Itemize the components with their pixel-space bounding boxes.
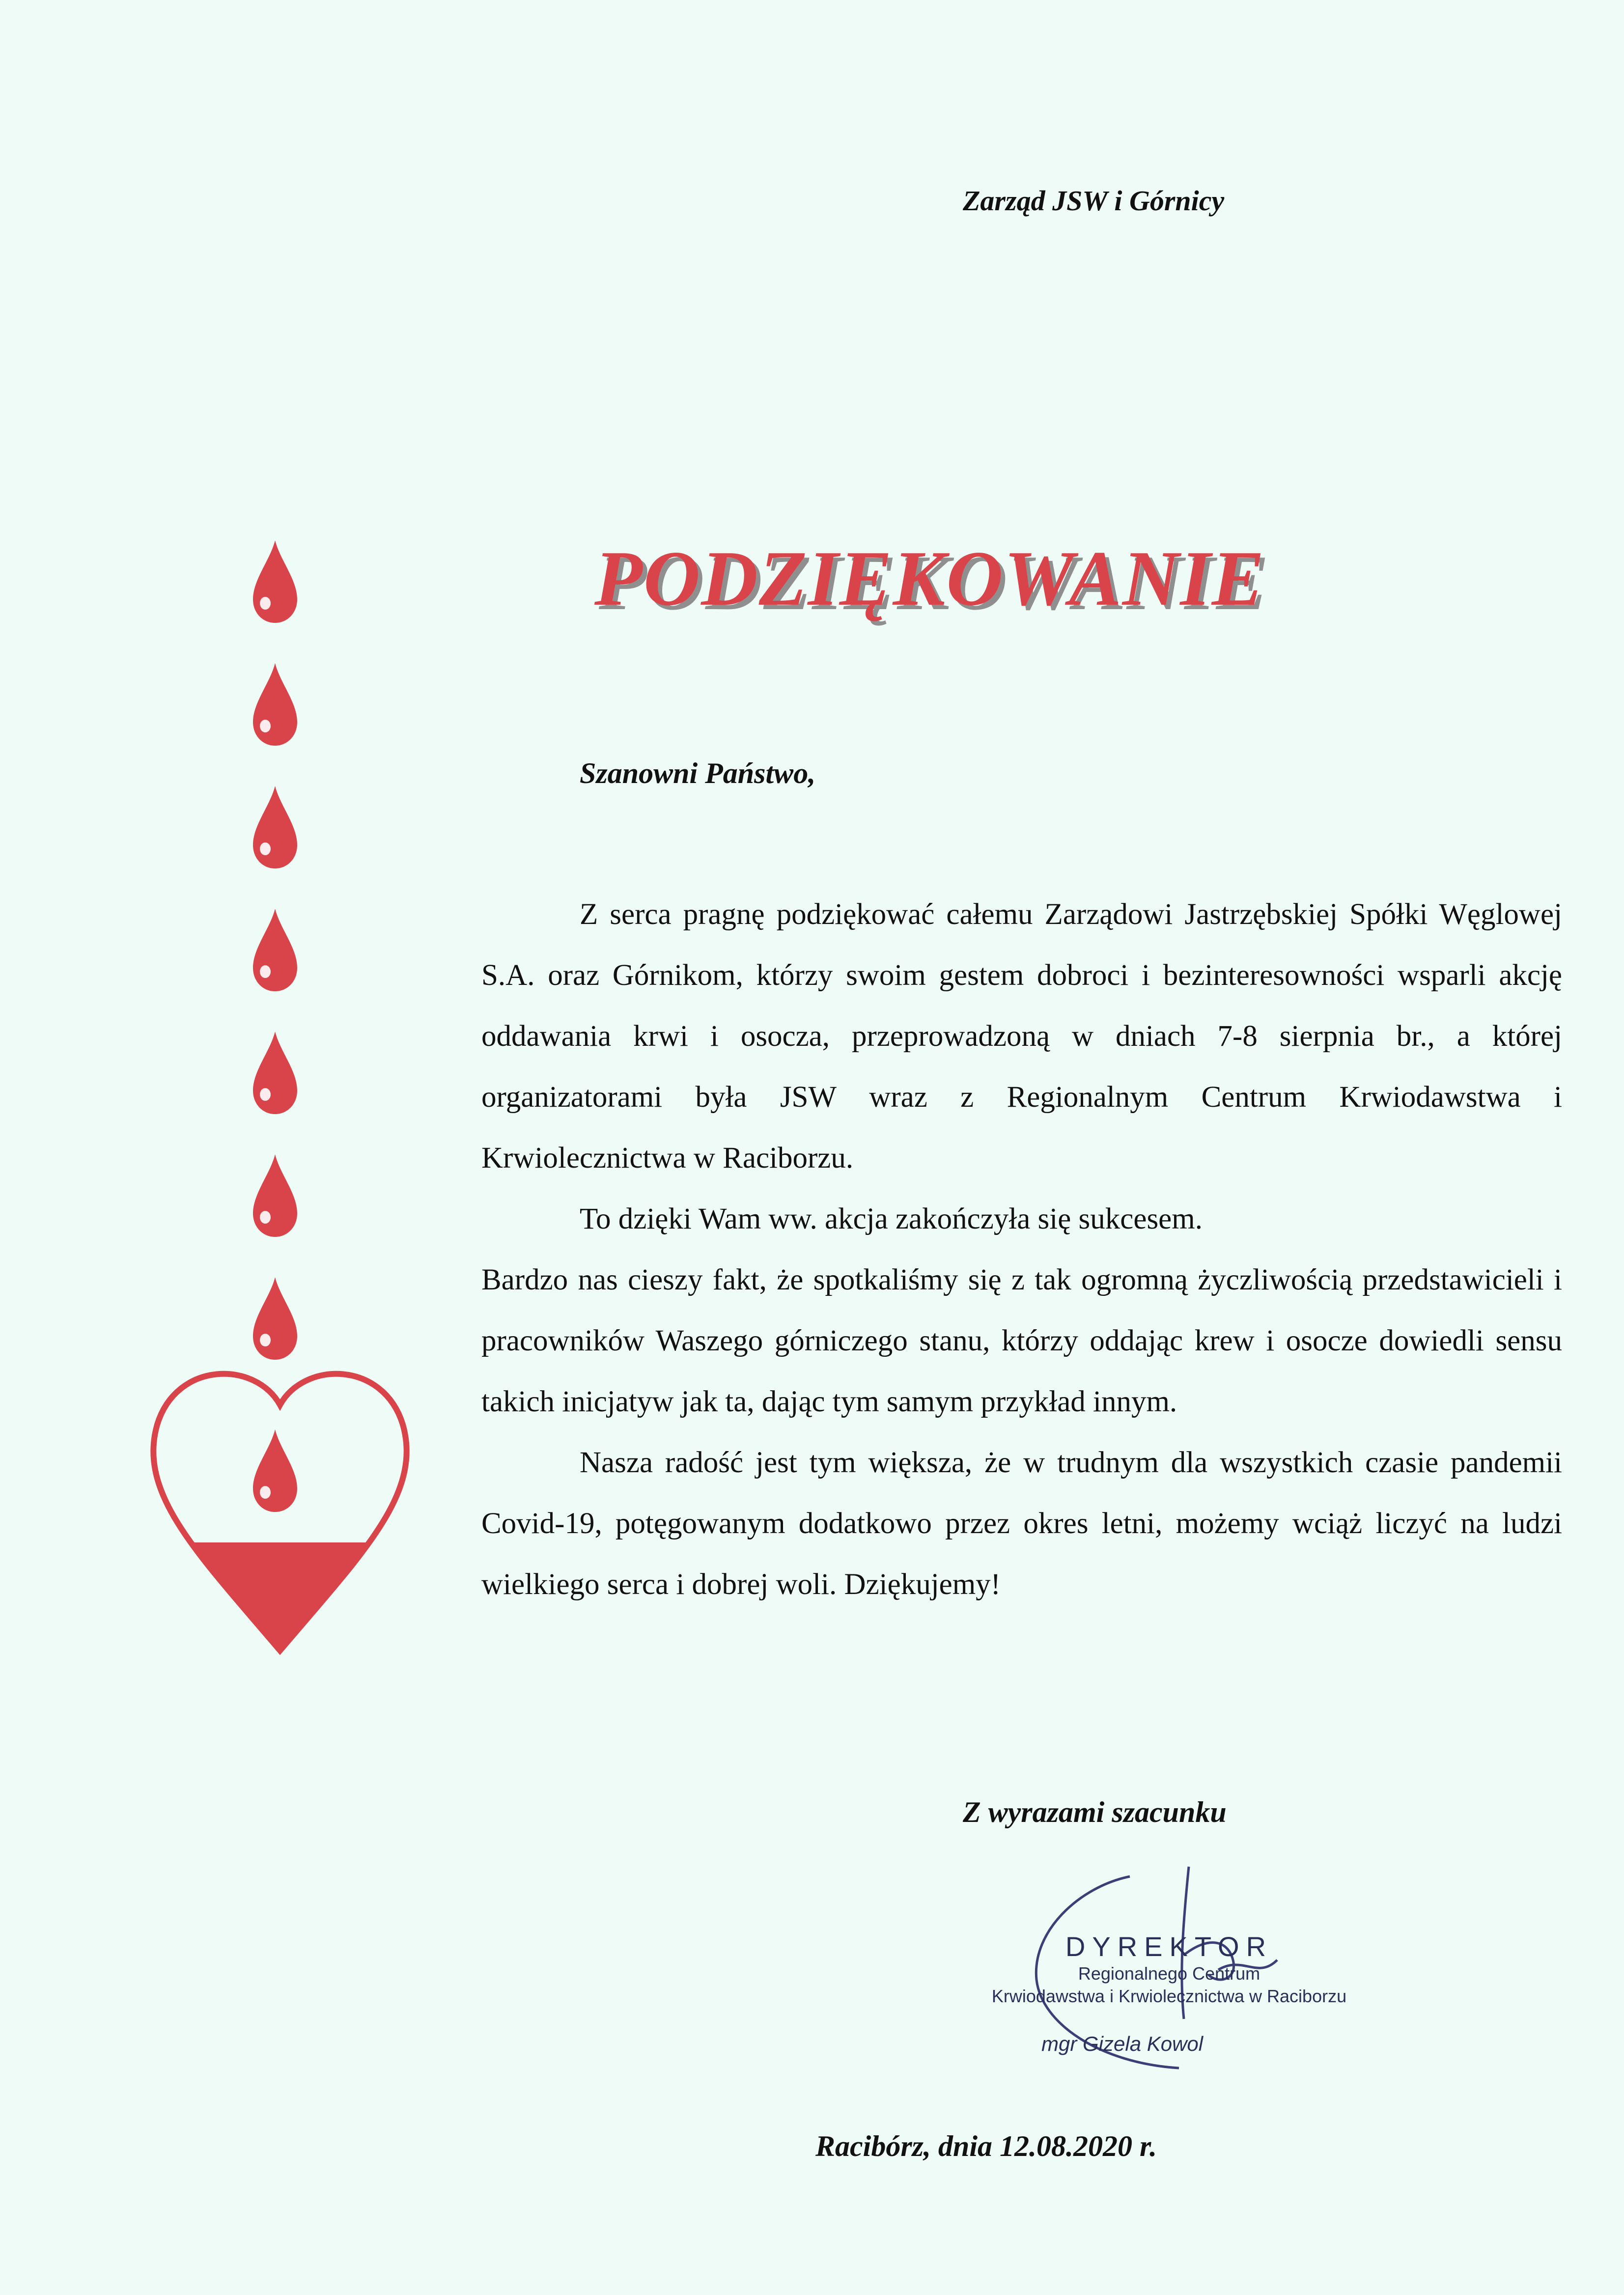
drop-1	[253, 540, 297, 623]
director-stamp	[982, 1931, 1356, 2056]
drop-4	[253, 909, 297, 991]
drop-2	[253, 663, 297, 746]
stamp-line-1: Regionalnego Centrum	[1078, 1963, 1260, 1984]
blood-drops-heart-illustration	[108, 526, 452, 1705]
letter-body	[481, 884, 1562, 1615]
addressee: Zarząd JSW i Górnicy	[963, 185, 1225, 217]
closing-phrase: Z wyrazami szacunku	[963, 1796, 1227, 1828]
drop-5	[253, 1032, 297, 1114]
paragraph-4: Nasza radość jest tym większa, że w trudnym dla wszystkich czasie pandemii Covid-19, potęgowanym dodatkowo przez okres letni, możemy wciąż liczyć na ludzi wielkiego serca i dobrej woli. Dziękujemy!	[481, 1446, 1562, 1601]
stamp-title: DYREKTOR	[1065, 1931, 1273, 1962]
drop-7	[253, 1277, 297, 1360]
salutation: Szanowni Państwo,	[580, 757, 816, 789]
page-title: PODZIĘKOWANIE	[594, 534, 1265, 622]
paragraph-3: Bardzo nas cieszy fakt, że spotkaliśmy się z tak ogromną życzliwością przedstawicieli i pracowników Waszego górniczego stanu, którzy oddając krew i osocze dowiedli sensu takich inicjatyw jak ta, dając tym samym przykład innym.	[481, 1263, 1562, 1418]
stamp-name: mgr Gizela Kowol	[1041, 2032, 1204, 2055]
drop-3	[253, 786, 297, 868]
paragraph-2: To dzięki Wam ww. akcja zakończyła się sukcesem.	[580, 1203, 1203, 1235]
stamp-line-2: Krwiodawstwa i Krwiolecznictwa w Raciborzu	[991, 1986, 1347, 2006]
drop-6	[253, 1154, 297, 1237]
heart-outline	[108, 1374, 452, 1690]
drop-in-heart	[253, 1429, 297, 1512]
place-and-date: Racibórz, dnia 12.08.2020 r.	[815, 2130, 1157, 2162]
paragraph-1: Z serca pragnę podziękować całemu Zarządowi Jastrzębskiej Spółki Węglowej S.A. oraz Górnikom, którzy swoim gestem dobroci i bezinteresowności wsparli akcję oddawania krwi i osocza, przeprowadzoną w dniach 7-8 sierpnia br., a której organizatorami była JSW wraz z Regionalnym Centrum Krwiodawstwa i Krwiolecznictwa w Raciborzu.	[481, 898, 1562, 1175]
